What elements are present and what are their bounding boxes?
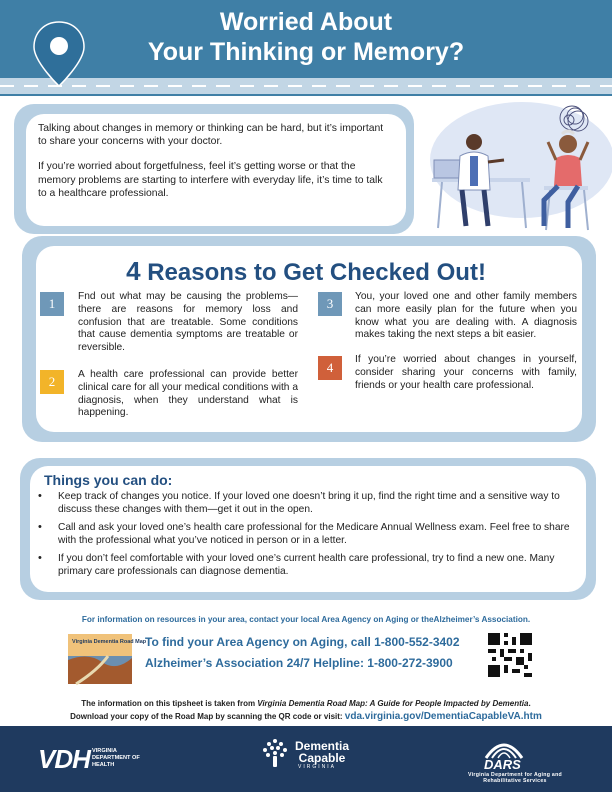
reason-text-4: If you’re worried about changes in yourself, consider sharing your concerns with family, friends or your health care professional. [355,354,577,391]
vdh-logo: VDH [38,744,90,774]
page-title-line2: Your Thinking or Memory? [147,38,465,66]
reason-badge-4: 4 [318,356,342,380]
things-heading: Things you can do: [44,472,173,488]
dars-logo-text: DARS [484,757,521,772]
reason-badge-2: 2 [40,370,64,394]
dementia-capable-icon [262,738,288,768]
map-pin-icon [31,20,87,88]
reasons-heading-number: 4 [126,256,141,286]
book-title: Virginia Dementia Road Map [72,639,147,645]
road-edge-line [0,94,612,96]
list-item: • If you don’t feel comfortable with your loved one’s current health care professional, try to find a new one. Many primary care professionals can diagnose dementia. [36,552,580,579]
list-item: • Call and ask your loved one’s health care professional for the Medicare Annual Wellness exam. Feel free to share with the professional what you’ve noticed in person or in a letter. [36,521,580,548]
reason-text-2: A health care professional can provide better clinical care for all your medical conditions with a diagnosis, when they understand what is happening. [78,369,298,419]
road-map-link[interactable]: vda.virginia.gov/DementiaCapableVA.htm [344,711,542,722]
reasons-heading [0,256,612,287]
download-text: Download your copy of the Road Map by scanning the QR code or visit: [70,712,345,721]
resources-info-line: For information on resources in your area, contact your local Area Agency on Aging or theAlzheimer’s Association. [81,615,531,624]
road-map-book-cover [68,634,147,684]
area-agency-phone: To find your Area Agency on Aging, call 1-800-552-3402 [145,635,460,649]
road-dashes [0,85,612,87]
reasons-heading-text: Reasons to Get Checked Out! [147,259,486,286]
qr-code[interactable] [488,633,532,677]
alzheimers-helpline: Alzheimer’s Association 24/7 Helpline: 1-800-272-3900 [145,656,453,670]
reason-text-1: Fnd out what may be causing the problems—there are reasons for memory loss and confusion that are treatable. Some conditions that cause dementia symptoms are treatable or reversible. [78,291,298,354]
intro-paragraph-1: Talking about changes in memory or thinking can be hard, but it’s important to share your concerns with your doctor. [38,123,384,148]
intro-paragraph-2: If you’re worried about forgetfulness, feel it’s getting worse or that the memory problems are starting to interfere with everyday life, it’s time to talk to a healthcare professional. [38,161,383,199]
source-suffix: . [528,699,531,708]
source-prefix: The information on this tipsheet is taken from [81,699,258,708]
intro-panel [26,114,406,226]
list-item: • Keep track of changes you notice. If your loved one doesn’t bring it up, find the right time and a sensitive way to discuss these changes with them—get it out in the open. [36,490,580,517]
reason-text-3: You, your loved one and other family members can more easily plan for the future when you know what you are dealing with. A diagnosis makes taking the next steps a bit easier. [355,291,577,341]
doctor-patient-illustration [412,100,608,250]
source-note [0,697,612,723]
things-list [36,490,580,582]
reason-badge-3: 3 [318,292,342,316]
dementia-capable-name: Dementia Capable [294,739,350,765]
dementia-capable-state: VIRGINIA [298,764,336,770]
page-title-line1: Worried About [219,8,393,36]
source-title: Virginia Dementia Road Map: A Guide for People Impacted by Dementia [257,699,529,708]
reason-badge-1: 1 [40,292,64,316]
dars-subtitle: Virginia Department for Aging and Rehabilitative Services [467,772,563,785]
vdh-subtitle: VIRGINIA DEPARTMENT OF HEALTH [92,748,140,768]
